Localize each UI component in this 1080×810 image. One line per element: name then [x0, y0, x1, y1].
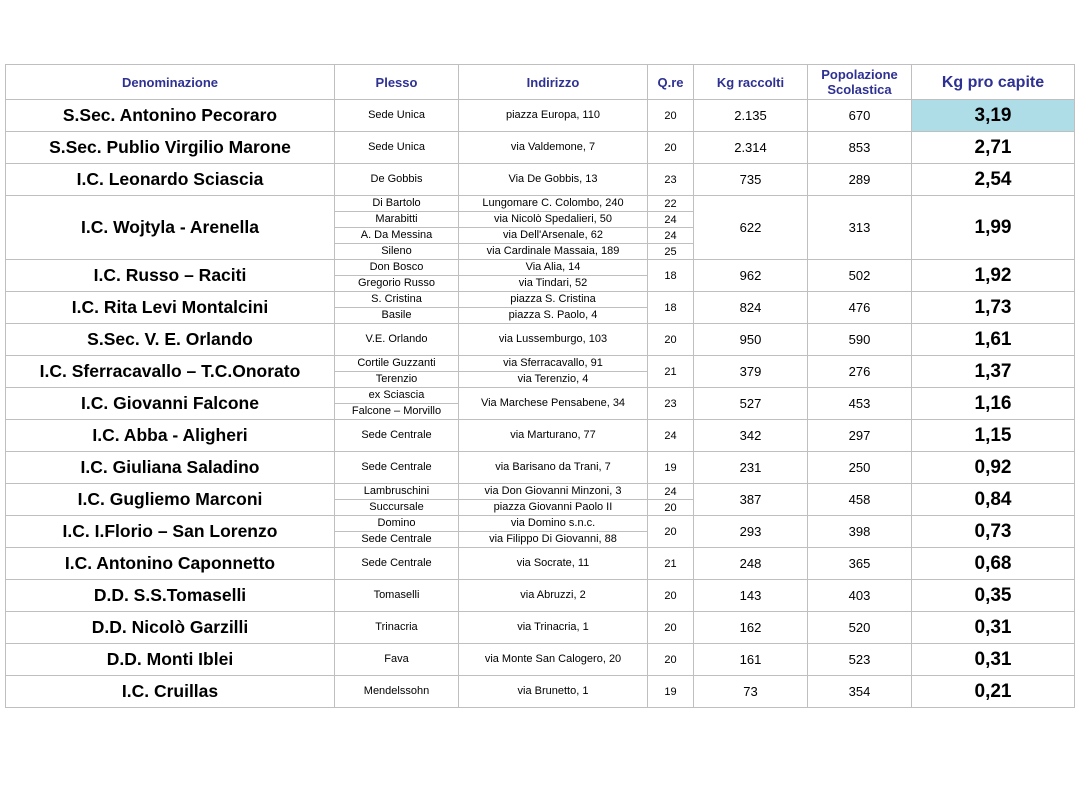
table-row — [6, 100, 1075, 132]
kg-raccolti-cell: 622 — [694, 196, 808, 260]
kg-raccolti-cell: 950 — [694, 324, 808, 356]
indirizzo-cell: via Barisano da Trani, 7 — [459, 452, 648, 484]
qre-cell: 23 — [648, 164, 694, 196]
school-name: D.D. Nicolò Garzilli — [6, 612, 335, 644]
indirizzo-cell: via Dell'Arsenale, 62 — [459, 228, 648, 244]
indirizzo-cell: piazza Giovanni Paolo II — [459, 500, 648, 516]
qre-cell: 21 — [648, 548, 694, 580]
plesso-cell: Basile — [335, 308, 459, 324]
kg-pro-capite-cell: 0,73 — [912, 516, 1075, 548]
school-name: I.C. Rita Levi Montalcini — [6, 292, 335, 324]
school-name: I.C. I.Florio – San Lorenzo — [6, 516, 335, 548]
header-denominazione: Denominazione — [6, 65, 335, 100]
popolazione-cell: 250 — [808, 452, 912, 484]
indirizzo-cell: via Valdemone, 7 — [459, 132, 648, 164]
table-row — [6, 388, 1075, 404]
kg-pro-capite-cell: 2,71 — [912, 132, 1075, 164]
indirizzo-cell: via Nicolò Spedalieri, 50 — [459, 212, 648, 228]
qre-cell: 24 — [648, 484, 694, 500]
indirizzo-cell: via Terenzio, 4 — [459, 372, 648, 388]
indirizzo-cell: Via Alia, 14 — [459, 260, 648, 276]
plesso-cell: Don Bosco — [335, 260, 459, 276]
plesso-cell: Succursale — [335, 500, 459, 516]
plesso-cell: Sede Centrale — [335, 532, 459, 548]
qre-cell: 24 — [648, 420, 694, 452]
kg-pro-capite-cell: 1,92 — [912, 260, 1075, 292]
popolazione-cell: 476 — [808, 292, 912, 324]
kg-pro-capite-cell: 1,16 — [912, 388, 1075, 420]
popolazione-cell: 502 — [808, 260, 912, 292]
table-body — [6, 100, 1075, 708]
popolazione-cell: 398 — [808, 516, 912, 548]
indirizzo-cell: Lungomare C. Colombo, 240 — [459, 196, 648, 212]
qre-cell: 19 — [648, 676, 694, 708]
qre-cell: 21 — [648, 356, 694, 388]
kg-raccolti-cell: 2.135 — [694, 100, 808, 132]
popolazione-cell: 297 — [808, 420, 912, 452]
qre-cell: 22 — [648, 196, 694, 212]
table-row — [6, 420, 1075, 452]
indirizzo-cell: via Sferracavallo, 91 — [459, 356, 648, 372]
kg-pro-capite-cell: 0,31 — [912, 644, 1075, 676]
qre-cell: 25 — [648, 244, 694, 260]
plesso-cell: Terenzio — [335, 372, 459, 388]
kg-pro-capite-cell: 1,73 — [912, 292, 1075, 324]
qre-cell: 20 — [648, 644, 694, 676]
popolazione-cell: 365 — [808, 548, 912, 580]
indirizzo-cell: via Trinacria, 1 — [459, 612, 648, 644]
indirizzo-cell: piazza S. Cristina — [459, 292, 648, 308]
kg-pro-capite-cell: 0,68 — [912, 548, 1075, 580]
school-name: I.C. Abba - Aligheri — [6, 420, 335, 452]
plesso-cell: Tomaselli — [335, 580, 459, 612]
table-row — [6, 612, 1075, 644]
kg-raccolti-cell: 379 — [694, 356, 808, 388]
kg-pro-capite-cell: 0,35 — [912, 580, 1075, 612]
school-name: I.C. Sferracavallo – T.C.Onorato — [6, 356, 335, 388]
indirizzo-cell: via Cardinale Massaia, 189 — [459, 244, 648, 260]
table-row — [6, 292, 1075, 308]
kg-pro-capite-cell: 0,31 — [912, 612, 1075, 644]
popolazione-cell: 354 — [808, 676, 912, 708]
qre-cell: 23 — [648, 388, 694, 420]
indirizzo-cell: via Filippo Di Giovanni, 88 — [459, 532, 648, 548]
indirizzo-cell: via Lussemburgo, 103 — [459, 324, 648, 356]
table-row — [6, 196, 1075, 212]
popolazione-cell: 853 — [808, 132, 912, 164]
plesso-cell: Trinacria — [335, 612, 459, 644]
kg-raccolti-cell: 342 — [694, 420, 808, 452]
plesso-cell: S. Cristina — [335, 292, 459, 308]
qre-cell: 20 — [648, 100, 694, 132]
kg-pro-capite-cell: 0,84 — [912, 484, 1075, 516]
indirizzo-cell: Via De Gobbis, 13 — [459, 164, 648, 196]
school-name: I.C. Russo – Raciti — [6, 260, 335, 292]
plesso-cell: V.E. Orlando — [335, 324, 459, 356]
kg-raccolti-cell: 162 — [694, 612, 808, 644]
table-row — [6, 548, 1075, 580]
school-name: I.C. Gugliemo Marconi — [6, 484, 335, 516]
kg-raccolti-cell: 73 — [694, 676, 808, 708]
kg-pro-capite-cell: 0,21 — [912, 676, 1075, 708]
popolazione-cell: 276 — [808, 356, 912, 388]
indirizzo-cell: piazza S. Paolo, 4 — [459, 308, 648, 324]
table-row — [6, 644, 1075, 676]
indirizzo-cell: via Brunetto, 1 — [459, 676, 648, 708]
table-row — [6, 324, 1075, 356]
kg-pro-capite-cell: 1,37 — [912, 356, 1075, 388]
plesso-cell: Sede Unica — [335, 100, 459, 132]
header-row — [6, 65, 1075, 100]
plesso-cell: Cortile Guzzanti — [335, 356, 459, 372]
popolazione-cell: 523 — [808, 644, 912, 676]
kg-raccolti-cell: 735 — [694, 164, 808, 196]
popolazione-cell: 289 — [808, 164, 912, 196]
kg-raccolti-cell: 161 — [694, 644, 808, 676]
header-popolazione: Popolazione Scolastica — [808, 65, 912, 100]
qre-cell: 18 — [648, 292, 694, 324]
popolazione-cell: 520 — [808, 612, 912, 644]
indirizzo-cell: via Socrate, 11 — [459, 548, 648, 580]
plesso-cell: Fava — [335, 644, 459, 676]
plesso-cell: Sileno — [335, 244, 459, 260]
header-indirizzo: Indirizzo — [459, 65, 648, 100]
school-name: I.C. Giuliana Saladino — [6, 452, 335, 484]
school-name: D.D. S.S.Tomaselli — [6, 580, 335, 612]
table-row — [6, 452, 1075, 484]
plesso-cell: Sede Unica — [335, 132, 459, 164]
qre-cell: 20 — [648, 324, 694, 356]
school-name: D.D. Monti Iblei — [6, 644, 335, 676]
popolazione-cell: 403 — [808, 580, 912, 612]
school-name: I.C. Leonardo Sciascia — [6, 164, 335, 196]
qre-cell: 24 — [648, 212, 694, 228]
popolazione-cell: 670 — [808, 100, 912, 132]
table-row — [6, 132, 1075, 164]
table-row — [6, 356, 1075, 372]
school-name: I.C. Cruillas — [6, 676, 335, 708]
kg-raccolti-cell: 962 — [694, 260, 808, 292]
plesso-cell: Sede Centrale — [335, 420, 459, 452]
qre-cell: 20 — [648, 500, 694, 516]
qre-cell: 20 — [648, 612, 694, 644]
popolazione-cell: 453 — [808, 388, 912, 420]
indirizzo-cell: Via Marchese Pensabene, 34 — [459, 388, 648, 420]
indirizzo-cell: via Don Giovanni Minzoni, 3 — [459, 484, 648, 500]
plesso-cell: Falcone – Morvillo — [335, 404, 459, 420]
kg-raccolti-cell: 231 — [694, 452, 808, 484]
kg-raccolti-cell: 143 — [694, 580, 808, 612]
table-row — [6, 676, 1075, 708]
plesso-cell: A. Da Messina — [335, 228, 459, 244]
kg-raccolti-cell: 2.314 — [694, 132, 808, 164]
plesso-cell: Sede Centrale — [335, 548, 459, 580]
kg-raccolti-cell: 293 — [694, 516, 808, 548]
header-kg-pro-capite: Kg pro capite — [912, 65, 1075, 100]
kg-raccolti-cell: 527 — [694, 388, 808, 420]
school-name: S.Sec. Publio Virgilio Marone — [6, 132, 335, 164]
indirizzo-cell: via Domino s.n.c. — [459, 516, 648, 532]
kg-raccolti-cell: 248 — [694, 548, 808, 580]
qre-cell: 20 — [648, 132, 694, 164]
header-qre: Q.re — [648, 65, 694, 100]
school-name: S.Sec. V. E. Orlando — [6, 324, 335, 356]
header-kg-raccolti: Kg raccolti — [694, 65, 808, 100]
popolazione-cell: 313 — [808, 196, 912, 260]
school-name: I.C. Wojtyla - Arenella — [6, 196, 335, 260]
plesso-cell: Sede Centrale — [335, 452, 459, 484]
table-row — [6, 260, 1075, 276]
school-name: I.C. Giovanni Falcone — [6, 388, 335, 420]
qre-cell: 20 — [648, 580, 694, 612]
indirizzo-cell: piazza Europa, 110 — [459, 100, 648, 132]
kg-pro-capite-cell: 3,19 — [912, 100, 1075, 132]
qre-cell: 18 — [648, 260, 694, 292]
kg-pro-capite-cell: 0,92 — [912, 452, 1075, 484]
plesso-cell: Domino — [335, 516, 459, 532]
school-name: S.Sec. Antonino Pecoraro — [6, 100, 335, 132]
table-row — [6, 580, 1075, 612]
qre-cell: 24 — [648, 228, 694, 244]
results-table — [5, 64, 1075, 708]
popolazione-cell: 458 — [808, 484, 912, 516]
plesso-cell: Marabitti — [335, 212, 459, 228]
table-row — [6, 164, 1075, 196]
qre-cell: 19 — [648, 452, 694, 484]
kg-raccolti-cell: 387 — [694, 484, 808, 516]
indirizzo-cell: via Tindari, 52 — [459, 276, 648, 292]
school-name: I.C. Antonino Caponnetto — [6, 548, 335, 580]
plesso-cell: Gregorio Russo — [335, 276, 459, 292]
qre-cell: 20 — [648, 516, 694, 548]
plesso-cell: Lambruschini — [335, 484, 459, 500]
indirizzo-cell: via Abruzzi, 2 — [459, 580, 648, 612]
popolazione-cell: 590 — [808, 324, 912, 356]
kg-pro-capite-cell: 1,61 — [912, 324, 1075, 356]
table-row — [6, 484, 1075, 500]
plesso-cell: Di Bartolo — [335, 196, 459, 212]
plesso-cell: ex Sciascia — [335, 388, 459, 404]
kg-pro-capite-cell: 1,99 — [912, 196, 1075, 260]
indirizzo-cell: via Monte San Calogero, 20 — [459, 644, 648, 676]
kg-pro-capite-cell: 1,15 — [912, 420, 1075, 452]
table-row — [6, 516, 1075, 532]
header-plesso: Plesso — [335, 65, 459, 100]
kg-raccolti-cell: 824 — [694, 292, 808, 324]
plesso-cell: De Gobbis — [335, 164, 459, 196]
indirizzo-cell: via Marturano, 77 — [459, 420, 648, 452]
plesso-cell: Mendelssohn — [335, 676, 459, 708]
kg-pro-capite-cell: 2,54 — [912, 164, 1075, 196]
